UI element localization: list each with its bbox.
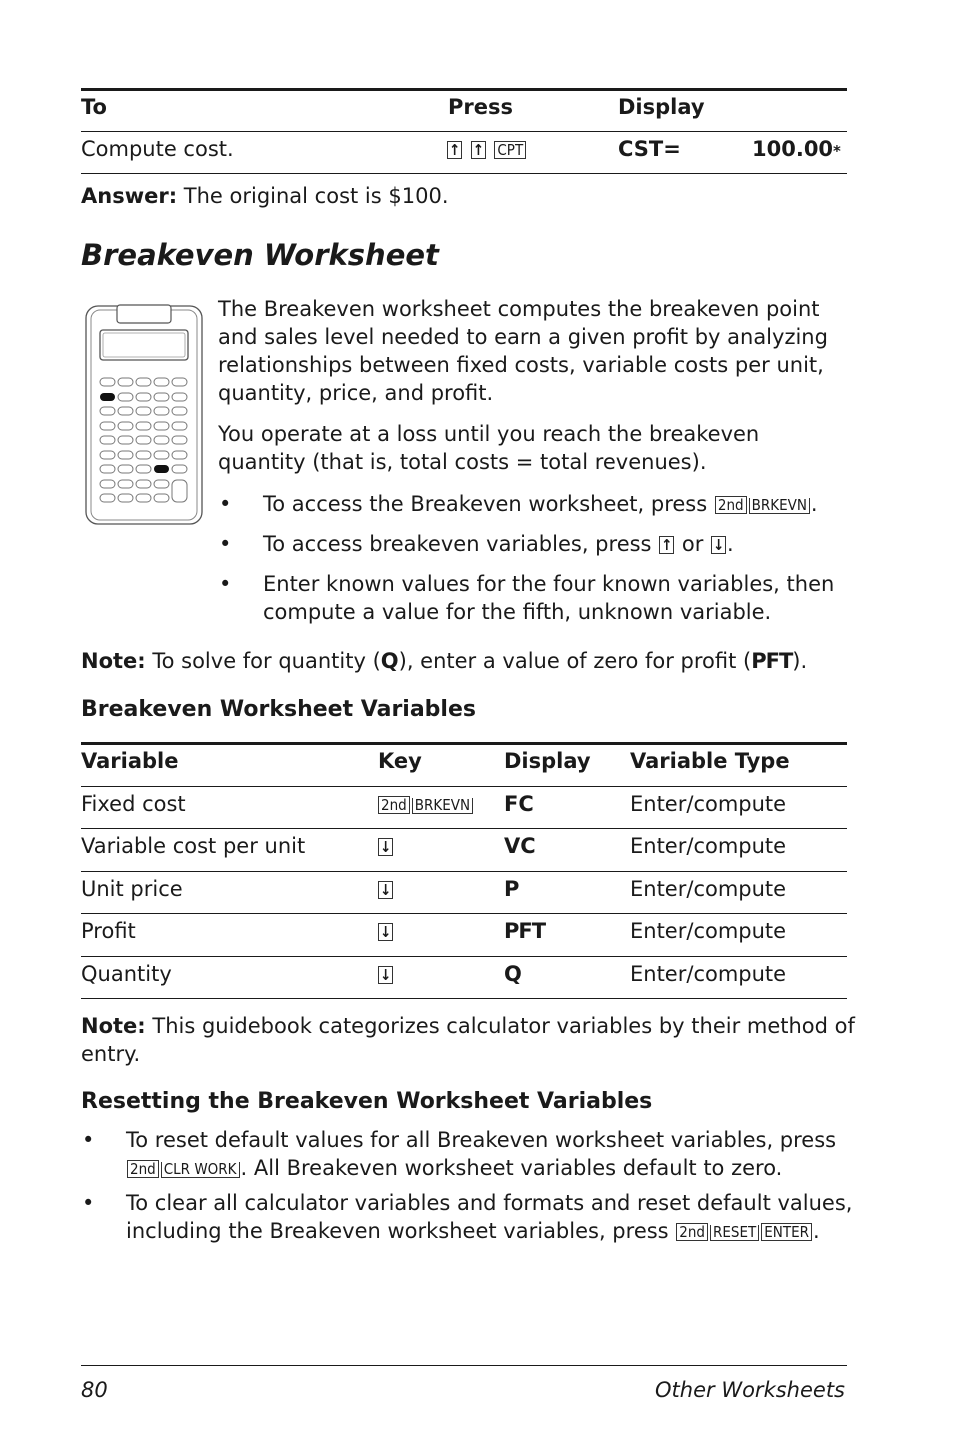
down-arrow-key: ↓: [380, 966, 392, 984]
second-key: 2nd: [676, 1223, 708, 1241]
note-text: ), enter a value of zero for profit (: [398, 649, 752, 673]
footer-rule: [81, 1365, 847, 1366]
vars-cell-key: [377, 875, 394, 903]
vars-header-display: Display: [504, 749, 591, 773]
bullet-marker: •: [219, 492, 232, 516]
top-table-cell-to: Compute cost.: [81, 137, 234, 161]
top-table-display-value: [752, 135, 841, 165]
note-text: ).: [792, 649, 808, 673]
vars-cell-display: VC: [504, 834, 536, 858]
vars-table-rule-bottom: [81, 998, 847, 999]
text-line: relationships between fixed costs, variable costs per unit,: [218, 353, 824, 377]
note-label: Note:: [81, 649, 146, 673]
bullet-marker: •: [82, 1191, 95, 1215]
down-arrow-key: ↓: [380, 881, 392, 899]
text-line: entry.: [81, 1042, 141, 1066]
reset-bullet-2: [126, 1189, 852, 1245]
calculator-icon: [84, 302, 204, 527]
top-table-header-to: To: [81, 95, 107, 119]
up-arrow-key: ↑: [449, 141, 461, 159]
vars-cell-type: Enter/compute: [630, 834, 787, 858]
note-label: Note:: [81, 1014, 146, 1038]
text-line: To clear all calculator variables and formats and reset default values,: [126, 1191, 853, 1215]
vars-cell-key: [377, 832, 394, 860]
top-table-display-label: CST=: [618, 137, 681, 161]
intro-paragraph-1: [218, 295, 828, 407]
note-categorizes: [81, 1012, 855, 1068]
vars-cell-display: FC: [504, 792, 534, 816]
vars-header-type: Variable Type: [630, 749, 790, 773]
intro-paragraph-2: [218, 420, 759, 476]
top-table-rule-bottom: [81, 173, 847, 174]
vars-row-divider: [81, 913, 847, 914]
answer-label: Answer:: [81, 184, 178, 208]
vars-cell-key: [377, 960, 394, 988]
text-line: and sales level needed to earn a given profit by analyzing: [218, 325, 828, 349]
vars-cell-key: [377, 790, 474, 818]
footer-section-name: Other Worksheets: [655, 1378, 845, 1402]
bullet-text: including the Breakeven worksheet variables, press: [126, 1219, 676, 1243]
top-table-header-display: Display: [618, 95, 705, 119]
vars-row-divider: [81, 956, 847, 957]
text-line: [81, 1012, 855, 1040]
period: .: [813, 1219, 820, 1243]
vars-cell-variable: Unit price: [81, 877, 183, 901]
text-line: You operate at a loss until you reach the breakeven: [218, 422, 760, 446]
top-table-header-press: Press: [448, 95, 513, 119]
text-line: [126, 1154, 836, 1182]
bullet-access-variables: [263, 530, 734, 558]
bullet-text: . All Breakeven worksheet variables default to zero.: [240, 1156, 783, 1180]
vars-header-key: Key: [378, 749, 422, 773]
down-arrow-key: ↓: [713, 536, 725, 554]
bullet-marker: •: [219, 532, 232, 556]
period: .: [810, 492, 818, 516]
brkevn-key: BRKEVN: [749, 498, 810, 514]
bullet-text: or: [675, 532, 711, 556]
vars-cell-key: [377, 917, 394, 945]
profit-symbol: PFT: [751, 649, 793, 673]
quantity-symbol: Q: [380, 649, 399, 673]
vars-cell-variable: Fixed cost: [81, 792, 186, 816]
text-line: Enter known values for the four known variables, then: [263, 572, 835, 596]
vars-table-rule-top: [81, 742, 847, 745]
vars-cell-variable: Profit: [81, 919, 136, 943]
text-line: The Breakeven worksheet computes the breakeven point: [218, 297, 820, 321]
text-line: [126, 1217, 852, 1245]
bullet-enter-values: [263, 570, 834, 626]
note-text: This guidebook categorizes calculator variables by their method of: [145, 1014, 855, 1038]
vars-table-rule-header: [81, 786, 847, 787]
variables-heading: Breakeven Worksheet Variables: [81, 697, 476, 722]
footer-page-number: 80: [81, 1378, 108, 1402]
vars-header-variable: Variable: [81, 749, 179, 773]
period: .: [727, 532, 734, 556]
vars-cell-type: Enter/compute: [630, 962, 787, 986]
bullet-text: To access breakeven variables, press: [263, 532, 659, 556]
answer-text: The original cost is $100.: [177, 184, 449, 208]
computed-marker: *: [833, 142, 841, 160]
answer-line: [81, 182, 449, 210]
vars-cell-display: PFT: [504, 919, 546, 943]
second-key: 2nd: [715, 496, 747, 514]
brkevn-key: BRKEVN: [412, 798, 473, 814]
bullet-access-worksheet: [263, 490, 818, 518]
text-line: quantity, price, and profit.: [218, 381, 494, 405]
cpt-key: CPT: [494, 141, 526, 159]
enter-key: ENTER: [761, 1223, 812, 1241]
vars-cell-type: Enter/compute: [630, 919, 787, 943]
section-title: Breakeven Worksheet: [81, 238, 439, 272]
bullet-marker: •: [219, 572, 232, 596]
up-arrow-key: ↑: [472, 141, 484, 159]
vars-cell-display: P: [504, 877, 520, 901]
down-arrow-key: ↓: [380, 923, 392, 941]
vars-row-divider: [81, 871, 847, 872]
vars-cell-type: Enter/compute: [630, 792, 787, 816]
top-table-cell-press: [446, 135, 527, 163]
bullet-text: To access the Breakeven worksheet, press: [263, 492, 714, 516]
top-table-rule-top: [81, 88, 847, 91]
text-line: To reset default values for all Breakeven worksheet variables, press: [126, 1128, 837, 1152]
text-line: quantity (that is, total costs = total revenues).: [218, 450, 707, 474]
text-line: compute a value for the fifth, unknown variable.: [263, 600, 772, 624]
vars-cell-type: Enter/compute: [630, 877, 787, 901]
vars-row-divider: [81, 828, 847, 829]
second-key: 2nd: [378, 796, 410, 814]
vars-cell-display: Q: [504, 962, 522, 986]
top-table-rule-header: [81, 131, 847, 132]
vars-cell-variable: Variable cost per unit: [81, 834, 306, 858]
up-arrow-key: ↑: [661, 536, 673, 554]
clr-work-key: CLR WORK: [161, 1162, 240, 1178]
down-arrow-key: ↓: [380, 838, 392, 856]
note-text: To solve for quantity (: [145, 649, 381, 673]
bullet-marker: •: [82, 1128, 95, 1152]
reset-bullet-1: [126, 1126, 836, 1182]
reset-heading: Resetting the Breakeven Worksheet Variables: [81, 1089, 653, 1114]
second-key: 2nd: [127, 1160, 159, 1178]
note-solve-quantity: [81, 647, 807, 675]
vars-cell-variable: Quantity: [81, 962, 172, 986]
display-value: 100.00: [752, 137, 834, 161]
reset-key: RESET: [710, 1225, 759, 1241]
